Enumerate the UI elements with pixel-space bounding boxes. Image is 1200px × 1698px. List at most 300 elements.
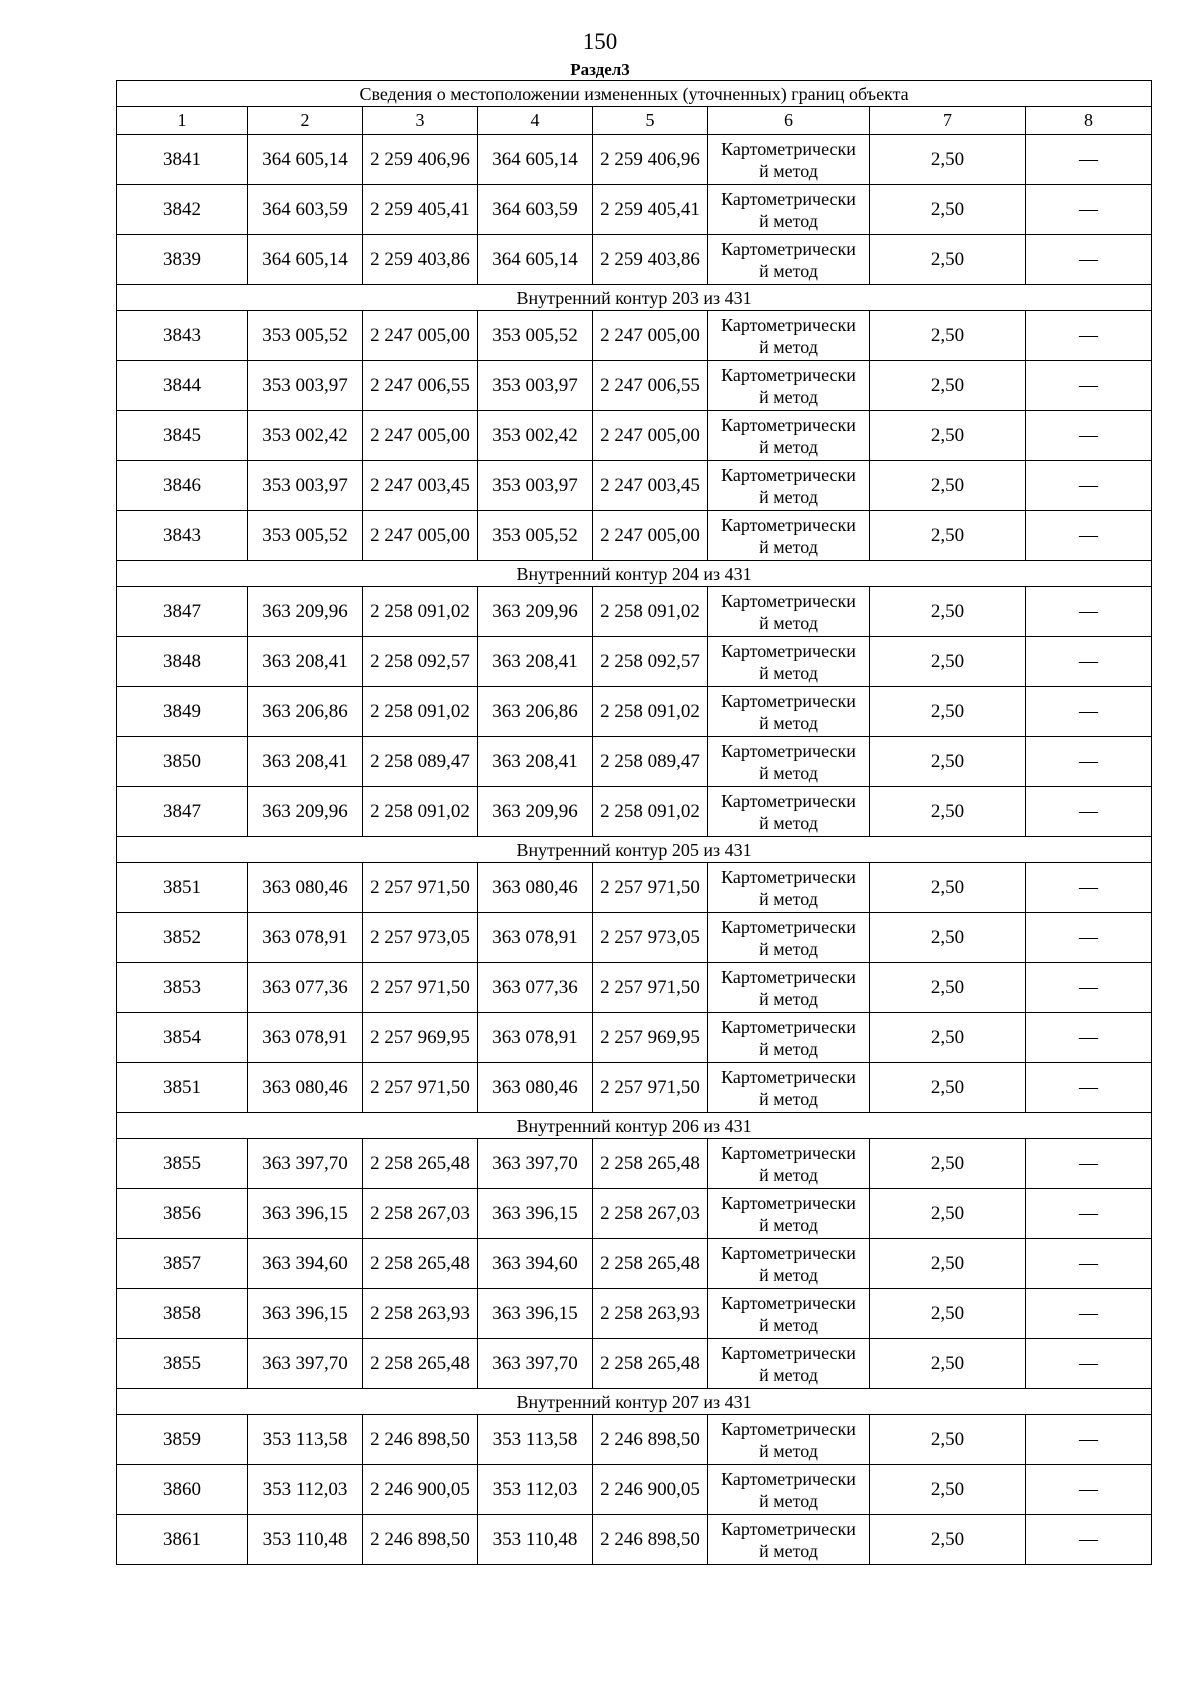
- method-line-1: Картометрически: [721, 1418, 856, 1439]
- x-old-cell: 363 397,70: [248, 1139, 363, 1189]
- x-old-cell: 353 005,52: [248, 511, 363, 561]
- point-id-cell: 3853: [117, 963, 248, 1013]
- accuracy-cell: 2,50: [870, 411, 1026, 461]
- method-line-1: Картометрически: [721, 790, 856, 811]
- method-cell: [708, 1189, 870, 1239]
- method-cell: [708, 1289, 870, 1339]
- accuracy-cell: 2,50: [870, 963, 1026, 1013]
- x-new-cell: 363 080,46: [478, 863, 593, 913]
- y-new-cell: 2 259 406,96: [593, 135, 708, 185]
- contour-title: Внутренний контур 203 из 431: [117, 285, 1152, 311]
- accuracy-cell: 2,50: [870, 361, 1026, 411]
- method-line-2: й метод: [759, 1088, 818, 1109]
- x-new-cell: 363 209,96: [478, 787, 593, 837]
- y-new-cell: 2 257 971,50: [593, 863, 708, 913]
- x-old-cell: 363 206,86: [248, 687, 363, 737]
- method-line-1: Картометрически: [721, 690, 856, 711]
- table-row: [117, 863, 1152, 913]
- x-new-cell: 364 605,14: [478, 235, 593, 285]
- contour-header-row: [117, 1389, 1152, 1415]
- method-line-1: Картометрически: [721, 916, 856, 937]
- y-new-cell: 2 246 898,50: [593, 1415, 708, 1465]
- column-header: 8: [1026, 107, 1152, 135]
- method-cell: [708, 511, 870, 561]
- x-new-cell: 363 206,86: [478, 687, 593, 737]
- y-new-cell: 2 247 003,45: [593, 461, 708, 511]
- method-line-1: Картометрически: [721, 1016, 856, 1037]
- x-new-cell: 363 394,60: [478, 1239, 593, 1289]
- x-old-cell: 353 005,52: [248, 311, 363, 361]
- description-cell: —: [1026, 737, 1152, 787]
- y-old-cell: 2 247 005,00: [363, 411, 478, 461]
- description-cell: —: [1026, 587, 1152, 637]
- method-line-2: й метод: [759, 1264, 818, 1285]
- method-cell: [708, 235, 870, 285]
- x-new-cell: 363 397,70: [478, 1339, 593, 1389]
- description-cell: —: [1026, 1189, 1152, 1239]
- x-new-cell: 353 005,52: [478, 311, 593, 361]
- x-old-cell: 363 208,41: [248, 637, 363, 687]
- method-cell: [708, 1239, 870, 1289]
- point-id-cell: 3854: [117, 1013, 248, 1063]
- point-id-cell: 3843: [117, 311, 248, 361]
- y-new-cell: 2 257 969,95: [593, 1013, 708, 1063]
- method-cell: [708, 311, 870, 361]
- y-old-cell: 2 258 091,02: [363, 587, 478, 637]
- x-old-cell: 364 605,14: [248, 235, 363, 285]
- x-old-cell: 363 396,15: [248, 1189, 363, 1239]
- y-old-cell: 2 257 973,05: [363, 913, 478, 963]
- table-body: [117, 81, 1152, 1565]
- y-old-cell: 2 258 265,48: [363, 1139, 478, 1189]
- x-old-cell: 363 208,41: [248, 737, 363, 787]
- table-row: [117, 1189, 1152, 1239]
- method-line-2: й метод: [759, 1038, 818, 1059]
- contour-header-row: [117, 837, 1152, 863]
- y-old-cell: 2 259 403,86: [363, 235, 478, 285]
- y-old-cell: 2 246 898,50: [363, 1415, 478, 1465]
- description-cell: —: [1026, 1465, 1152, 1515]
- method-line-1: Картометрически: [721, 188, 856, 209]
- y-new-cell: 2 259 403,86: [593, 235, 708, 285]
- method-cell: [708, 1013, 870, 1063]
- method-cell: [708, 1063, 870, 1113]
- y-new-cell: 2 258 091,02: [593, 787, 708, 837]
- table-row: [117, 461, 1152, 511]
- point-id-cell: 3847: [117, 587, 248, 637]
- x-old-cell: 363 077,36: [248, 963, 363, 1013]
- point-id-cell: 3859: [117, 1415, 248, 1465]
- y-new-cell: 2 247 005,00: [593, 511, 708, 561]
- y-new-cell: 2 257 971,50: [593, 1063, 708, 1113]
- method-line-1: Картометрически: [721, 314, 856, 335]
- method-line-2: й метод: [759, 1490, 818, 1511]
- method-line-1: Картометрически: [721, 1142, 856, 1163]
- y-new-cell: 2 258 091,02: [593, 687, 708, 737]
- x-old-cell: 353 003,97: [248, 461, 363, 511]
- table-row: [117, 587, 1152, 637]
- x-new-cell: 363 208,41: [478, 737, 593, 787]
- table-row: [117, 913, 1152, 963]
- accuracy-cell: 2,50: [870, 737, 1026, 787]
- method-line-2: й метод: [759, 386, 818, 407]
- point-id-cell: 3848: [117, 637, 248, 687]
- y-old-cell: 2 247 005,00: [363, 311, 478, 361]
- x-new-cell: 363 078,91: [478, 1013, 593, 1063]
- method-line-1: Картометрически: [721, 514, 856, 535]
- table-row: [117, 185, 1152, 235]
- y-new-cell: 2 259 405,41: [593, 185, 708, 235]
- table-row: [117, 411, 1152, 461]
- method-line-2: й метод: [759, 436, 818, 457]
- method-line-2: й метод: [759, 812, 818, 833]
- x-new-cell: 353 110,48: [478, 1515, 593, 1565]
- method-line-2: й метод: [759, 536, 818, 557]
- x-old-cell: 363 209,96: [248, 587, 363, 637]
- method-line-2: й метод: [759, 1440, 818, 1461]
- method-cell: [708, 1465, 870, 1515]
- description-cell: —: [1026, 361, 1152, 411]
- description-cell: —: [1026, 687, 1152, 737]
- description-cell: —: [1026, 135, 1152, 185]
- y-old-cell: 2 257 971,50: [363, 863, 478, 913]
- table-row: [117, 361, 1152, 411]
- method-line-1: Картометрически: [721, 966, 856, 987]
- point-id-cell: 3845: [117, 411, 248, 461]
- x-new-cell: 363 208,41: [478, 637, 593, 687]
- table-row: [117, 737, 1152, 787]
- x-new-cell: 363 078,91: [478, 913, 593, 963]
- y-old-cell: 2 258 092,57: [363, 637, 478, 687]
- contour-title: Внутренний контур 205 из 431: [117, 837, 1152, 863]
- method-cell: [708, 913, 870, 963]
- method-cell: [708, 461, 870, 511]
- accuracy-cell: 2,50: [870, 461, 1026, 511]
- description-cell: —: [1026, 1515, 1152, 1565]
- accuracy-cell: 2,50: [870, 913, 1026, 963]
- y-old-cell: 2 247 005,00: [363, 511, 478, 561]
- method-line-2: й метод: [759, 1214, 818, 1235]
- table-row: [117, 1139, 1152, 1189]
- table-row: [117, 1013, 1152, 1063]
- column-header: 3: [363, 107, 478, 135]
- accuracy-cell: 2,50: [870, 311, 1026, 361]
- table-row: [117, 235, 1152, 285]
- x-old-cell: 363 394,60: [248, 1239, 363, 1289]
- table-caption: Сведения о местоположении измененных (уточненных) границ объекта: [117, 81, 1152, 107]
- x-old-cell: 353 002,42: [248, 411, 363, 461]
- accuracy-cell: 2,50: [870, 587, 1026, 637]
- y-old-cell: 2 258 265,48: [363, 1339, 478, 1389]
- method-cell: [708, 787, 870, 837]
- method-line-2: й метод: [759, 210, 818, 231]
- method-line-2: й метод: [759, 662, 818, 683]
- accuracy-cell: 2,50: [870, 1289, 1026, 1339]
- method-line-1: Картометрически: [721, 590, 856, 611]
- x-old-cell: 363 397,70: [248, 1339, 363, 1389]
- accuracy-cell: 2,50: [870, 185, 1026, 235]
- accuracy-cell: 2,50: [870, 1063, 1026, 1113]
- method-cell: [708, 411, 870, 461]
- method-line-1: Картометрически: [721, 1066, 856, 1087]
- y-new-cell: 2 258 263,93: [593, 1289, 708, 1339]
- description-cell: —: [1026, 1289, 1152, 1339]
- x-new-cell: 353 005,52: [478, 511, 593, 561]
- y-old-cell: 2 259 406,96: [363, 135, 478, 185]
- x-old-cell: 363 080,46: [248, 1063, 363, 1113]
- method-line-1: Картометрически: [721, 414, 856, 435]
- contour-header-row: [117, 1113, 1152, 1139]
- column-header-row: [117, 107, 1152, 135]
- method-cell: [708, 1139, 870, 1189]
- method-line-1: Картометрически: [721, 138, 856, 159]
- accuracy-cell: 2,50: [870, 511, 1026, 561]
- y-old-cell: 2 258 089,47: [363, 737, 478, 787]
- description-cell: —: [1026, 411, 1152, 461]
- method-cell: [708, 737, 870, 787]
- description-cell: —: [1026, 511, 1152, 561]
- point-id-cell: 3850: [117, 737, 248, 787]
- column-header: 4: [478, 107, 593, 135]
- contour-header-row: [117, 285, 1152, 311]
- method-line-2: й метод: [759, 1364, 818, 1385]
- x-new-cell: 353 003,97: [478, 361, 593, 411]
- table-row: [117, 311, 1152, 361]
- y-new-cell: 2 247 005,00: [593, 311, 708, 361]
- x-old-cell: 363 209,96: [248, 787, 363, 837]
- y-new-cell: 2 258 089,47: [593, 737, 708, 787]
- description-cell: —: [1026, 1013, 1152, 1063]
- point-id-cell: 3855: [117, 1339, 248, 1389]
- contour-title: Внутренний контур 204 из 431: [117, 561, 1152, 587]
- x-new-cell: 363 080,46: [478, 1063, 593, 1113]
- point-id-cell: 3858: [117, 1289, 248, 1339]
- x-old-cell: 353 112,03: [248, 1465, 363, 1515]
- contour-header-row: [117, 561, 1152, 587]
- y-old-cell: 2 258 265,48: [363, 1239, 478, 1289]
- description-cell: —: [1026, 1239, 1152, 1289]
- description-cell: —: [1026, 787, 1152, 837]
- y-old-cell: 2 246 898,50: [363, 1515, 478, 1565]
- y-new-cell: 2 258 092,57: [593, 637, 708, 687]
- x-old-cell: 353 003,97: [248, 361, 363, 411]
- column-header: 5: [593, 107, 708, 135]
- description-cell: —: [1026, 1139, 1152, 1189]
- x-old-cell: 363 080,46: [248, 863, 363, 913]
- method-line-1: Картометрически: [721, 1242, 856, 1263]
- method-cell: [708, 587, 870, 637]
- description-cell: —: [1026, 963, 1152, 1013]
- point-id-cell: 3857: [117, 1239, 248, 1289]
- method-line-2: й метод: [759, 938, 818, 959]
- accuracy-cell: 2,50: [870, 135, 1026, 185]
- table-row: [117, 511, 1152, 561]
- y-old-cell: 2 246 900,05: [363, 1465, 478, 1515]
- table-row: [117, 1465, 1152, 1515]
- method-cell: [708, 1415, 870, 1465]
- point-id-cell: 3842: [117, 185, 248, 235]
- y-new-cell: 2 247 005,00: [593, 411, 708, 461]
- point-id-cell: 3841: [117, 135, 248, 185]
- method-line-1: Картометрически: [721, 464, 856, 485]
- method-line-2: й метод: [759, 160, 818, 181]
- method-line-2: й метод: [759, 486, 818, 507]
- accuracy-cell: 2,50: [870, 1415, 1026, 1465]
- method-line-1: Картометрически: [721, 1292, 856, 1313]
- accuracy-cell: 2,50: [870, 637, 1026, 687]
- table-caption-row: [117, 81, 1152, 107]
- table-row: [117, 135, 1152, 185]
- x-old-cell: 364 605,14: [248, 135, 363, 185]
- y-old-cell: 2 258 091,02: [363, 687, 478, 737]
- accuracy-cell: 2,50: [870, 1339, 1026, 1389]
- column-header: 2: [248, 107, 363, 135]
- column-header: 6: [708, 107, 870, 135]
- method-line-2: й метод: [759, 1314, 818, 1335]
- x-old-cell: 363 078,91: [248, 1013, 363, 1063]
- contour-title: Внутренний контур 207 из 431: [117, 1389, 1152, 1415]
- description-cell: —: [1026, 1339, 1152, 1389]
- accuracy-cell: 2,50: [870, 1239, 1026, 1289]
- point-id-cell: 3860: [117, 1465, 248, 1515]
- accuracy-cell: 2,50: [870, 687, 1026, 737]
- y-old-cell: 2 257 971,50: [363, 1063, 478, 1113]
- contour-title: Внутренний контур 206 из 431: [117, 1113, 1152, 1139]
- description-cell: —: [1026, 637, 1152, 687]
- y-old-cell: 2 257 971,50: [363, 963, 478, 1013]
- method-cell: [708, 1515, 870, 1565]
- boundary-table: [116, 80, 1152, 1565]
- accuracy-cell: 2,50: [870, 787, 1026, 837]
- column-header: 1: [117, 107, 248, 135]
- y-old-cell: 2 258 263,93: [363, 1289, 478, 1339]
- accuracy-cell: 2,50: [870, 1515, 1026, 1565]
- method-cell: [708, 863, 870, 913]
- accuracy-cell: 2,50: [870, 1139, 1026, 1189]
- method-line-1: Картометрически: [721, 364, 856, 385]
- x-new-cell: 353 002,42: [478, 411, 593, 461]
- method-cell: [708, 135, 870, 185]
- accuracy-cell: 2,50: [870, 1189, 1026, 1239]
- method-line-1: Картометрически: [721, 866, 856, 887]
- y-old-cell: 2 258 267,03: [363, 1189, 478, 1239]
- table-row: [117, 1515, 1152, 1565]
- method-line-1: Картометрически: [721, 238, 856, 259]
- y-old-cell: 2 259 405,41: [363, 185, 478, 235]
- x-new-cell: 363 397,70: [478, 1139, 593, 1189]
- table-row: [117, 637, 1152, 687]
- method-cell: [708, 963, 870, 1013]
- y-old-cell: 2 247 006,55: [363, 361, 478, 411]
- method-line-2: й метод: [759, 260, 818, 281]
- method-cell: [708, 687, 870, 737]
- accuracy-cell: 2,50: [870, 235, 1026, 285]
- y-old-cell: 2 257 969,95: [363, 1013, 478, 1063]
- method-line-2: й метод: [759, 888, 818, 909]
- description-cell: —: [1026, 913, 1152, 963]
- point-id-cell: 3846: [117, 461, 248, 511]
- method-line-1: Картометрически: [721, 1468, 856, 1489]
- section-title: Раздел3: [570, 60, 630, 79]
- point-id-cell: 3843: [117, 511, 248, 561]
- table-row: [117, 787, 1152, 837]
- point-id-cell: 3852: [117, 913, 248, 963]
- description-cell: —: [1026, 185, 1152, 235]
- x-new-cell: 364 603,59: [478, 185, 593, 235]
- method-line-1: Картометрически: [721, 1518, 856, 1539]
- method-line-1: Картометрически: [721, 1192, 856, 1213]
- method-line-1: Картометрически: [721, 740, 856, 761]
- method-line-2: й метод: [759, 988, 818, 1009]
- description-cell: —: [1026, 461, 1152, 511]
- x-new-cell: 364 605,14: [478, 135, 593, 185]
- method-line-1: Картометрически: [721, 640, 856, 661]
- y-new-cell: 2 258 091,02: [593, 587, 708, 637]
- point-id-cell: 3851: [117, 863, 248, 913]
- y-new-cell: 2 257 973,05: [593, 913, 708, 963]
- method-cell: [708, 637, 870, 687]
- point-id-cell: 3839: [117, 235, 248, 285]
- x-new-cell: 353 113,58: [478, 1415, 593, 1465]
- y-old-cell: 2 247 003,45: [363, 461, 478, 511]
- description-cell: —: [1026, 863, 1152, 913]
- accuracy-cell: 2,50: [870, 863, 1026, 913]
- method-cell: [708, 185, 870, 235]
- x-old-cell: 353 110,48: [248, 1515, 363, 1565]
- point-id-cell: 3856: [117, 1189, 248, 1239]
- y-new-cell: 2 258 267,03: [593, 1189, 708, 1239]
- x-old-cell: 363 396,15: [248, 1289, 363, 1339]
- accuracy-cell: 2,50: [870, 1013, 1026, 1063]
- method-line-2: й метод: [759, 1164, 818, 1185]
- accuracy-cell: 2,50: [870, 1465, 1026, 1515]
- x-new-cell: 363 396,15: [478, 1289, 593, 1339]
- point-id-cell: 3847: [117, 787, 248, 837]
- y-new-cell: 2 257 971,50: [593, 963, 708, 1013]
- method-line-1: Картометрически: [721, 1342, 856, 1363]
- x-new-cell: 353 112,03: [478, 1465, 593, 1515]
- method-line-2: й метод: [759, 762, 818, 783]
- table-row: [117, 1289, 1152, 1339]
- method-line-2: й метод: [759, 712, 818, 733]
- x-new-cell: 353 003,97: [478, 461, 593, 511]
- method-line-2: й метод: [759, 336, 818, 357]
- method-cell: [708, 1339, 870, 1389]
- table-row: [117, 1415, 1152, 1465]
- method-cell: [708, 361, 870, 411]
- table-row: [117, 687, 1152, 737]
- x-new-cell: 363 209,96: [478, 587, 593, 637]
- table-row: [117, 1239, 1152, 1289]
- method-line-2: й метод: [759, 1540, 818, 1561]
- y-new-cell: 2 247 006,55: [593, 361, 708, 411]
- description-cell: —: [1026, 1415, 1152, 1465]
- y-new-cell: 2 258 265,48: [593, 1239, 708, 1289]
- y-new-cell: 2 258 265,48: [593, 1339, 708, 1389]
- table-row: [117, 1339, 1152, 1389]
- table-row: [117, 963, 1152, 1013]
- page-number: 150: [582, 29, 618, 54]
- x-new-cell: 363 396,15: [478, 1189, 593, 1239]
- point-id-cell: 3861: [117, 1515, 248, 1565]
- point-id-cell: 3851: [117, 1063, 248, 1113]
- y-new-cell: 2 246 898,50: [593, 1515, 708, 1565]
- y-new-cell: 2 246 900,05: [593, 1465, 708, 1515]
- x-old-cell: 364 603,59: [248, 185, 363, 235]
- description-cell: —: [1026, 1063, 1152, 1113]
- point-id-cell: 3855: [117, 1139, 248, 1189]
- y-new-cell: 2 258 265,48: [593, 1139, 708, 1189]
